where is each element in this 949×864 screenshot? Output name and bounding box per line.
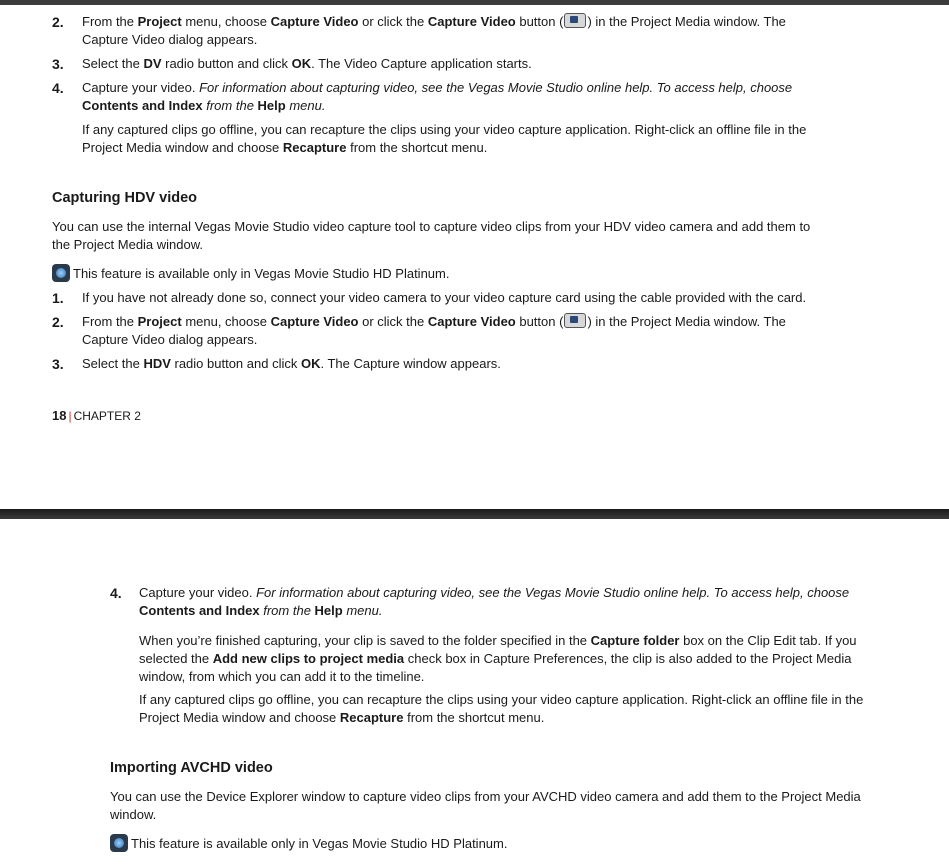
footer-separator: | <box>68 409 72 423</box>
step-number: 1. <box>52 290 64 306</box>
page-number: 18 <box>52 408 67 423</box>
step-number: 3. <box>52 356 64 372</box>
finished-capturing-paragraph: When you’re finished capturing, your clip is saved to the folder specified in the Capture folder box on the Clip Edit tab. If you selected the Add new clips to project media check box in Capture Preferences, the clip is also added to the Project Media window, from which you can add it to the timeline. <box>139 633 857 684</box>
capture-video-icon <box>564 13 586 28</box>
step-number: 2. <box>52 314 64 330</box>
step-number: 4. <box>52 80 64 96</box>
offline-clips-paragraph: If any captured clips go offline, you can recapture the clips using your video capture application. Right-click an offline file in the Project Media window and choose Recapture from the shortcut menu. <box>82 122 807 155</box>
platinum-feature-icon <box>110 834 128 852</box>
feature-note: This feature is available only in Vegas Movie Studio HD Platinum. <box>52 264 449 283</box>
step-text: Select the DV radio button and click OK. The Video Capture application starts. <box>82 56 532 71</box>
platinum-feature-icon <box>52 264 70 282</box>
step-text: Select the HDV radio button and click OK. The Capture window appears. <box>82 356 501 371</box>
document-page-18 <box>0 5 949 509</box>
step-text: From the Project menu, choose Capture Video or click the Capture Video button ( ) in the Project Media window. The Capture Video dialog appears. <box>82 14 786 47</box>
feature-note: This feature is available only in Vegas Movie Studio HD Platinum. <box>110 834 507 853</box>
step-number: 2. <box>52 14 64 30</box>
page-footer <box>52 407 141 425</box>
step-text: Capture your video. For information about capturing video, see the Vegas Movie Studio online help. To access help, choose Contents and Index from the Help menu. <box>82 80 793 113</box>
page-divider <box>0 509 949 519</box>
step-number: 4. <box>110 585 122 601</box>
step-text: Capture your video. For information about capturing video, see the Vegas Movie Studio online help. To access help, choose Contents and Index from the Help menu. <box>139 585 850 618</box>
capture-video-icon <box>564 313 586 328</box>
step-number: 3. <box>52 56 64 72</box>
section-heading: Importing AVCHD video <box>110 760 273 776</box>
section-heading: Capturing HDV video <box>52 190 198 206</box>
document-page-19 <box>0 519 949 864</box>
step-text: From the Project menu, choose Capture Video or click the Capture Video button ( ) in the Project Media window. The Capture Video dialog appears. <box>82 314 786 347</box>
intro-paragraph: You can use the Device Explorer window to capture video clips from your AVCHD video camera and add them to the Project Media window. <box>110 789 861 822</box>
chapter-label: CHAPTER 2 <box>73 409 141 423</box>
intro-paragraph: You can use the internal Vegas Movie Studio video capture tool to capture video clips from your HDV video camera and add them to the Project Media window. <box>52 219 811 252</box>
offline-clips-paragraph: If any captured clips go offline, you can recapture the clips using your video capture application. Right-click an offline file in the Project Media window and choose Recapture from the shortcut menu. <box>139 692 864 725</box>
step-text: If you have not already done so, connect your video camera to your video capture card using the cable provided with the card. <box>82 290 807 305</box>
